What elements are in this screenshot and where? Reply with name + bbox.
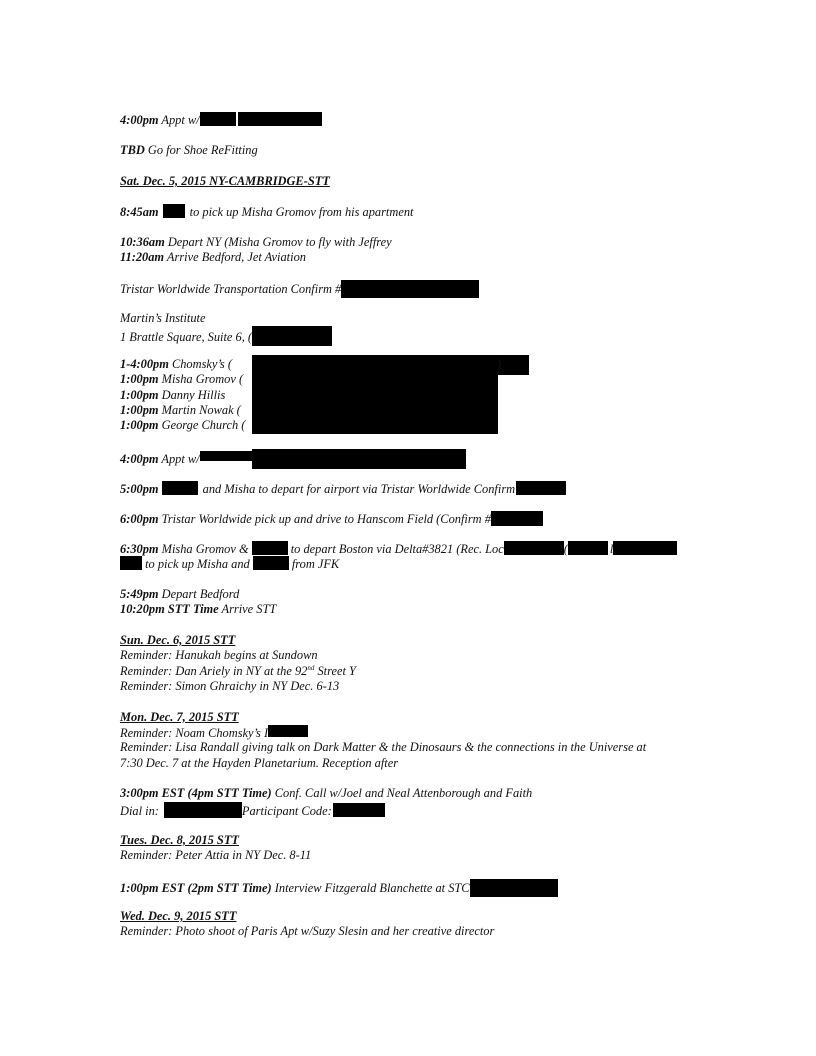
entry-line	[120, 112, 322, 128]
entry-line	[120, 802, 385, 819]
address-line	[120, 326, 332, 346]
redaction	[163, 204, 185, 218]
entry-text: to pick up Misha Gromov from his apartment	[186, 205, 414, 219]
entry-line	[120, 388, 225, 403]
entry-text: Reminder: Dan Ariely in NY at the 92	[120, 664, 308, 678]
entry-time: 4:00pm	[120, 113, 159, 127]
redaction	[252, 373, 498, 434]
entry-line	[120, 143, 258, 158]
entry-text: to depart Boston via Delta#3821 (Rec. Loc	[287, 542, 504, 556]
entry-text: George Church (	[158, 418, 246, 432]
entry-text: Appt w/	[158, 113, 200, 127]
day-heading: Mon. Dec. 7, 2015 STT	[120, 710, 239, 724]
entry-text: Martin Nowak (	[158, 403, 241, 417]
entry-text: Tristar Worldwide pick up and drive to Hanscom Field (Confirm #	[158, 512, 491, 526]
reminder-line: 7:30 Dec. 7 at the Hayden Planetarium. Reception after	[120, 756, 399, 770]
redaction	[253, 556, 289, 570]
reminder-line: Reminder: Peter Attia in NY Dec. 8-11	[120, 848, 312, 862]
entry-text: Arrive STT	[218, 602, 277, 616]
entry-text: Reminder: Noam Chomsky’s I	[120, 726, 269, 740]
redaction	[252, 541, 288, 555]
entry-line	[120, 250, 306, 265]
entry-time: 5:49pm	[120, 587, 159, 601]
reminder-line: Reminder: Simon Ghraichy in NY Dec. 6-13	[120, 679, 340, 693]
redaction	[613, 541, 677, 555]
entry-line	[120, 372, 243, 387]
day-heading: Tues. Dec. 8, 2015 STT	[120, 833, 239, 847]
entry-text: Misha Gromov (	[158, 372, 244, 386]
entry-text: Dial in:	[120, 804, 159, 818]
entry-text: )	[496, 357, 502, 371]
entry-text: Conf. Call w/Joel and Neal Attenborough and Faith	[271, 786, 533, 800]
entry-line	[120, 357, 501, 372]
entry-text: Street Y	[314, 664, 356, 678]
entry-text: Depart Bedford	[158, 587, 240, 601]
entry-text: (	[563, 542, 568, 556]
entry-time: 1:00pm	[120, 388, 159, 402]
redaction	[491, 511, 543, 526]
redaction	[200, 451, 252, 461]
redaction	[341, 280, 479, 298]
redaction	[200, 112, 236, 126]
day-heading: Sat. Dec. 5, 2015 NY-CAMBRIDGE-STT	[120, 174, 330, 188]
reminder-line	[120, 664, 356, 679]
entry-line	[120, 204, 413, 220]
entry-text: Interview Fitzgerald Blanchette at STC	[271, 881, 470, 895]
entry-line	[120, 403, 241, 418]
entry-line	[120, 556, 339, 572]
day-heading: Wed. Dec. 9, 2015 STT	[120, 909, 237, 923]
entry-text: to pick up Misha and	[142, 557, 250, 571]
entry-line	[120, 481, 566, 497]
entry-time: 8:45am	[120, 205, 159, 219]
entry-line	[120, 587, 239, 602]
entry-time: 6:30pm	[120, 542, 159, 556]
entry-time: 1:00pm	[120, 372, 159, 386]
entry-time: 1:00pm	[120, 418, 159, 432]
address-line: Martin’s Institute	[120, 311, 206, 325]
entry-text: Tristar Worldwide Transportation Confirm #	[120, 282, 342, 296]
entry-time: 10:36am	[120, 235, 165, 249]
entry-text: Misha Gromov &	[158, 542, 249, 556]
entry-line	[120, 879, 558, 897]
redaction	[252, 326, 332, 346]
reminder-line	[120, 725, 308, 741]
reminder-line: Reminder: Photo shoot of Paris Apt w/Suzy Slesin and her creative director	[120, 924, 495, 938]
redaction	[568, 541, 608, 555]
redaction	[238, 112, 322, 126]
entry-text: from JFK	[288, 557, 340, 571]
redaction	[120, 556, 142, 570]
entry-line	[120, 541, 677, 557]
entry-line	[120, 602, 276, 617]
entry-time: 6:00pm	[120, 512, 159, 526]
entry-time: 1:00pm EST (2pm STT Time)	[120, 881, 272, 895]
entry-text: Chomsky’s (	[168, 357, 232, 371]
entry-line	[120, 786, 532, 801]
entry-time: 10:20pm STT Time	[120, 602, 219, 616]
entry-line	[120, 511, 543, 527]
entry-time: TBD	[120, 143, 145, 157]
entry-text: 1 Brattle Square, Suite 6, (	[120, 330, 253, 344]
entry-text: and Misha to depart for airport via Tristar Worldwide Confirm	[199, 482, 516, 496]
entry-text: Arrive Bedford, Jet Aviation	[164, 250, 306, 264]
entry-time: 1:00pm	[120, 403, 159, 417]
entry-text: Go for Shoe ReFitting	[144, 143, 258, 157]
entry-text: Appt w/	[158, 452, 200, 466]
redaction	[252, 449, 466, 469]
entry-text: Participant Code:	[241, 804, 332, 818]
redaction	[470, 879, 558, 897]
entry-time: 3:00pm EST (4pm STT Time)	[120, 786, 272, 800]
redaction	[516, 481, 566, 495]
entry-line	[120, 449, 466, 469]
entry-text: Danny Hillis	[158, 388, 226, 402]
entry-text: l	[609, 542, 614, 556]
redaction	[164, 802, 242, 818]
entry-text: Depart NY (Misha Gromov to fly with Jeffrey	[164, 235, 392, 249]
day-heading: Sun. Dec. 6, 2015 STT	[120, 633, 236, 647]
entry-time: 4:00pm	[120, 452, 159, 466]
redaction	[504, 541, 564, 555]
entry-time: 1-4:00pm	[120, 357, 169, 371]
entry-line	[120, 280, 479, 298]
redaction	[162, 481, 198, 495]
redaction	[268, 725, 308, 737]
entry-line	[120, 235, 392, 250]
reminder-line: Reminder: Lisa Randall giving talk on Dark Matter & the Dinosaurs & the connections in the Universe at	[120, 740, 647, 754]
reminder-line: Reminder: Hanukah begins at Sundown	[120, 648, 318, 662]
entry-line	[120, 418, 245, 433]
entry-time: 11:20am	[120, 250, 165, 264]
redaction	[333, 803, 385, 817]
ordinal-suffix: nd	[307, 664, 315, 672]
entry-time: 5:00pm	[120, 482, 159, 496]
